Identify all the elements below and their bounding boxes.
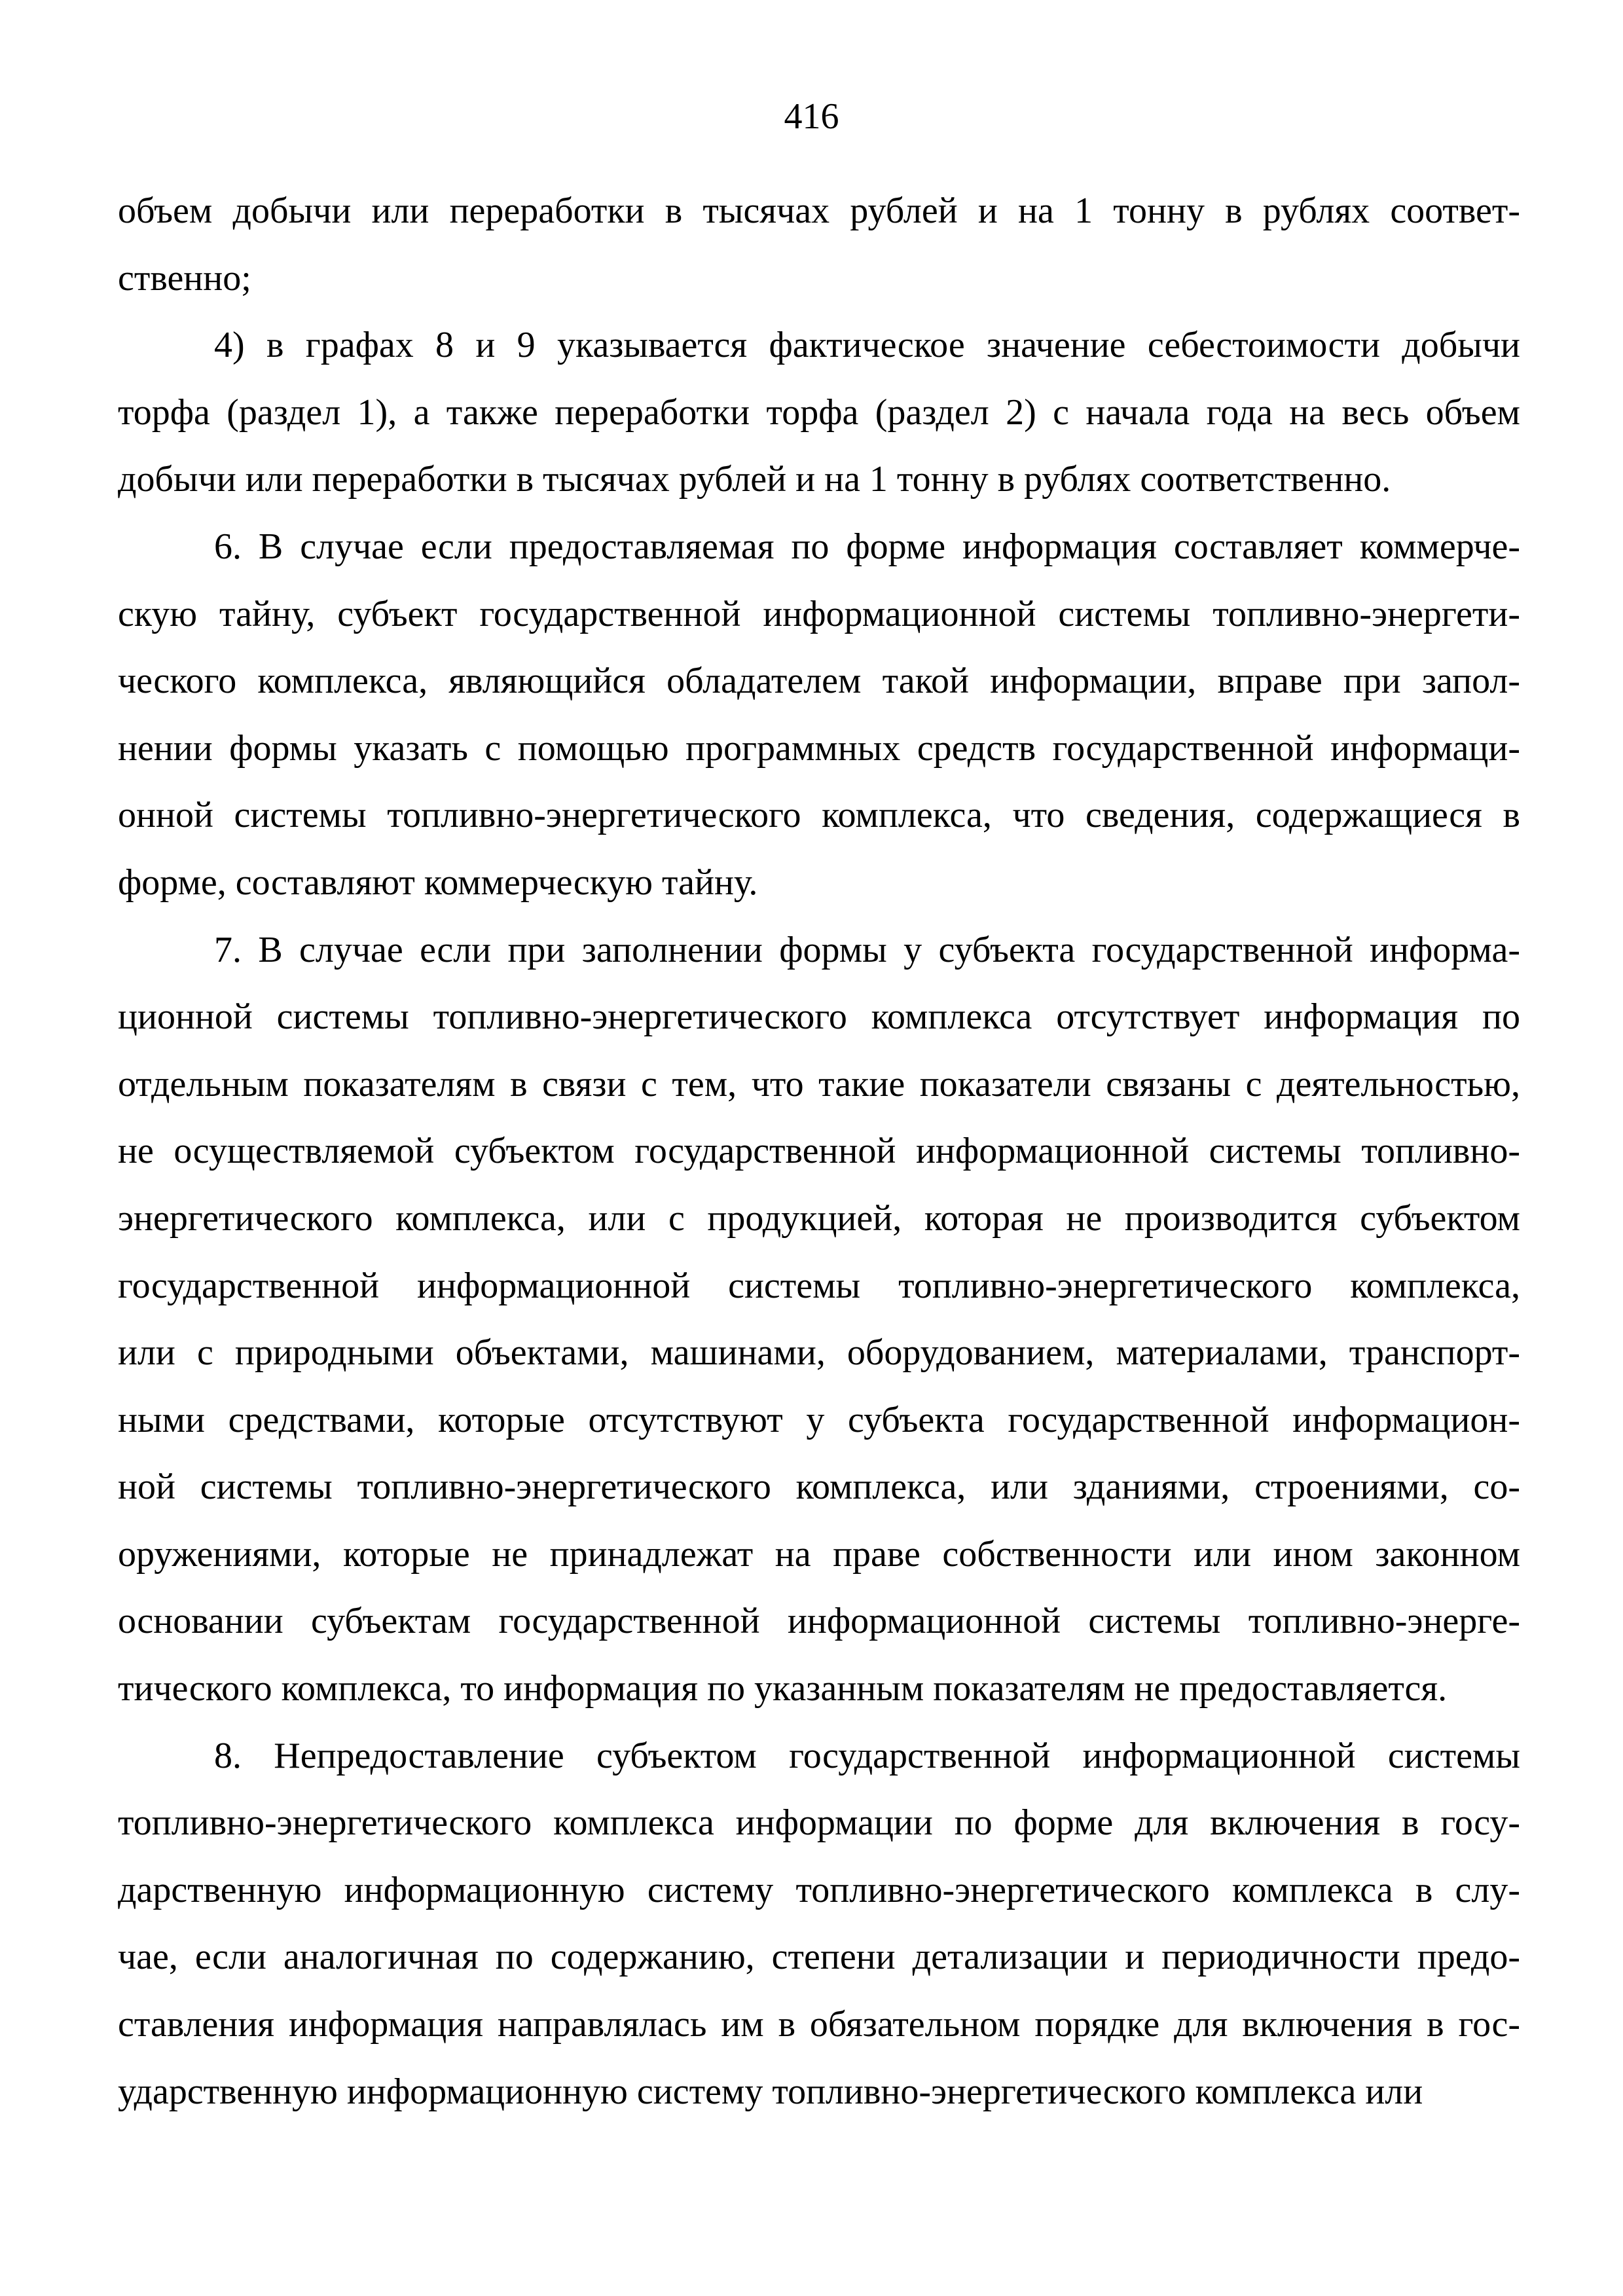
text-line: ставления информация направлялась им в обязательном порядке для включения в гос- — [118, 2004, 1520, 2045]
text-line: государственной информационной системы топливно-энергетического комплекса, — [118, 1265, 1520, 1306]
text-line: топливно-энергетического комплекса информации по форме для включения в госу- — [118, 1802, 1520, 1844]
text-line: 8. Непредоставление субъектом государственной информационной системы — [214, 1735, 1520, 1776]
text-line: ными средствами, которые отсутствуют у субъекта государственной информацион- — [118, 1399, 1520, 1440]
text-line: или с природными объектами, машинами, оборудованием, материалами, транспорт- — [118, 1332, 1520, 1374]
text-line: нении формы указать с помощью программных средств государственной информаци- — [118, 727, 1520, 769]
text-line: форме, составляют коммерческую тайну. — [118, 862, 758, 903]
text-line: чае, если аналогичная по содержанию, степени детализации и периодичности предо- — [118, 1937, 1520, 1978]
text-line: основании субъектам государственной информационной системы топливно-энерге- — [118, 1601, 1520, 1642]
text-line: объем добычи или переработки в тысячах рублей и на 1 тонну в рублях соответ- — [118, 191, 1520, 231]
text-line: ственно; — [118, 257, 251, 299]
text-line: оружениями, которые не принадлежат на праве собственности или ином законном — [118, 1533, 1520, 1575]
text-line: ческого комплекса, являющийся обладателем такой информации, вправе при запол- — [118, 661, 1520, 702]
paragraph — [118, 177, 1520, 312]
text-line: добычи или переработки в тысячах рублей и на 1 тонну в рублях соответственно. — [118, 459, 1391, 500]
text-line: 7. В случае если при заполнении формы у субъекта государственной информа- — [214, 929, 1520, 970]
text-line: тического комплекса, то информация по указанным показателям не предоставляется. — [118, 1668, 1448, 1709]
text-line: онной системы топливно-энергетического комплекса, что сведения, содержащиеся в — [118, 795, 1520, 836]
page-number: 416 — [784, 96, 839, 137]
document-body — [118, 177, 1520, 2125]
text-line: не осуществляемой субъектом государственной информационной системы топливно- — [118, 1131, 1520, 1172]
paragraph — [118, 513, 1520, 917]
text-line: отдельным показателям в связи с тем, что такие показатели связаны с деятельностью, — [118, 1063, 1520, 1104]
text-line: дарственную информационную систему топливно-энергетического комплекса в слу- — [118, 1869, 1520, 1910]
text-line: 6. В случае если предоставляемая по форме информация составляет коммерче- — [214, 526, 1520, 567]
paragraph — [118, 917, 1520, 1722]
text-line: 4) в графах 8 и 9 указывается фактическое значение себестоимости добычи — [214, 325, 1520, 366]
text-line: скую тайну, субъект государственной информационной системы топливно-энергети- — [118, 593, 1520, 634]
paragraph — [118, 1722, 1520, 2126]
text-line: торфа (раздел 1), а также переработки торфа (раздел 2) с начала года на весь объем — [118, 392, 1520, 433]
paragraph — [118, 312, 1520, 513]
text-line: энергетического комплекса, или с продукцией, которая не производится субъектом — [118, 1197, 1520, 1239]
text-line: ционной системы топливно-энергетического комплекса отсутствует информация по — [118, 996, 1520, 1038]
text-line: ной системы топливно-энергетического комплекса, или зданиями, строениями, со- — [118, 1467, 1520, 1508]
text-line: ударственную информационную систему топливно-энергетического комплекса или — [118, 2071, 1423, 2112]
